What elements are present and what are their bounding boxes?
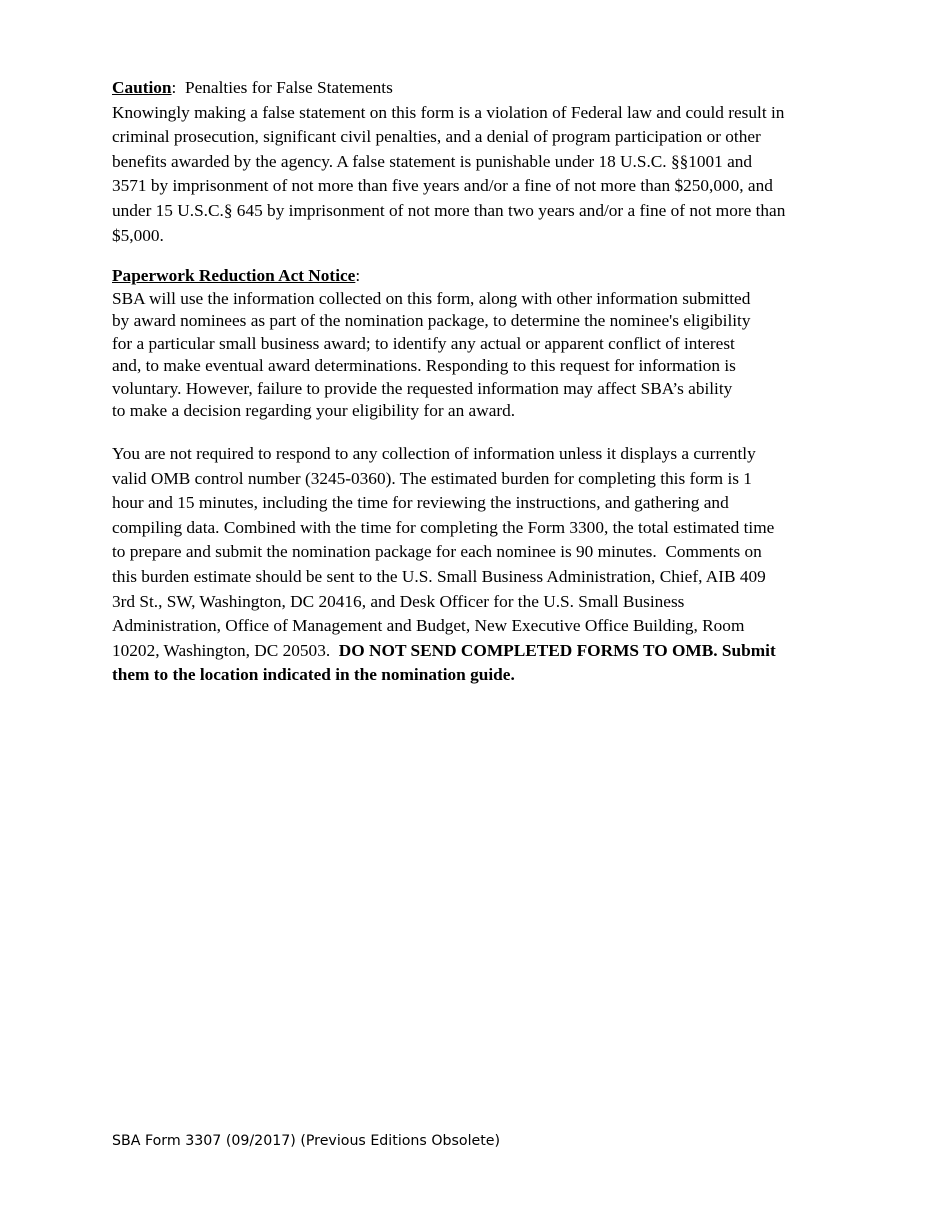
omb-line: to prepare and submit the nomination package for each nominee is 90 minutes. Comments on	[112, 542, 762, 562]
paperwork-line: SBA will use the information collected on this form, along with other information submitted	[112, 288, 751, 308]
omb-line: Administration, Office of Management and Budget, New Executive Office Building, Room	[112, 616, 745, 636]
paperwork-line: and, to make eventual award determinations. Responding to this request for information is	[112, 356, 736, 375]
omb-line: hour and 15 minutes, including the time for reviewing the instructions, and gathering and	[112, 493, 729, 513]
caution-heading	[112, 76, 852, 101]
caution-title: Penalties for False Statements	[176, 78, 393, 97]
paperwork-heading	[112, 265, 852, 288]
caution-line: $5,000.	[112, 225, 164, 245]
do-not-send-notice: DO NOT SEND COMPLETED FORMS TO OMB. Submit	[338, 640, 776, 660]
paperwork-section	[112, 265, 852, 423]
paperwork-line: to make a decision regarding your eligibility for an award.	[112, 401, 516, 420]
paperwork-label: Paperwork Reduction Act Notice	[112, 266, 356, 285]
caution-line: 3571 by imprisonment of not more than five years and/or a fine of not more than $250,000, and	[112, 176, 773, 196]
omb-last-line	[112, 639, 852, 664]
caution-label: Caution	[112, 78, 172, 97]
paperwork-line: by award nominees as part of the nomination package, to determine the nominee's eligibility	[112, 311, 751, 330]
submit-instruction: them to the location indicated in the nomination guide.	[112, 665, 515, 685]
omb-line: valid OMB control number (3245-0360). The estimated burden for completing this form is 1	[112, 468, 752, 488]
caution-line: under 15 U.S.C.§ 645 by imprisonment of not more than two years and/or a fine of not more than	[112, 200, 786, 220]
omb-burden-section	[112, 442, 852, 688]
form-footer: SBA Form 3307 (09/2017) (Previous Editions Obsolete)	[112, 1133, 501, 1149]
caution-separator: :	[171, 78, 177, 97]
caution-section	[112, 76, 852, 248]
caution-line: Knowingly making a false statement on this form is a violation of Federal law and could result in	[112, 102, 785, 122]
omb-line: this burden estimate should be sent to the U.S. Small Business Administration, Chief, AIB 409	[112, 566, 766, 586]
omb-line: 3rd St., SW, Washington, DC 20416, and Desk Officer for the U.S. Small Business	[112, 591, 685, 611]
paperwork-line: for a particular small business award; to identify any actual or apparent conflict of interest	[112, 333, 735, 353]
omb-line: compiling data. Combined with the time for completing the Form 3300, the total estimated time	[112, 517, 775, 537]
paperwork-line: voluntary. However, failure to provide the requested information may affect SBA’s ability	[112, 378, 733, 398]
paperwork-separator: :	[355, 266, 361, 285]
omb-address-text: 10202, Washington, DC 20503.	[112, 640, 339, 660]
caution-line: criminal prosecution, significant civil penalties, and a denial of program participation or other	[112, 127, 761, 147]
caution-line: benefits awarded by the agency. A false statement is punishable under 18 U.S.C. §§1001 and	[112, 151, 753, 171]
omb-line: You are not required to respond to any collection of information unless it displays a currently	[112, 444, 756, 463]
